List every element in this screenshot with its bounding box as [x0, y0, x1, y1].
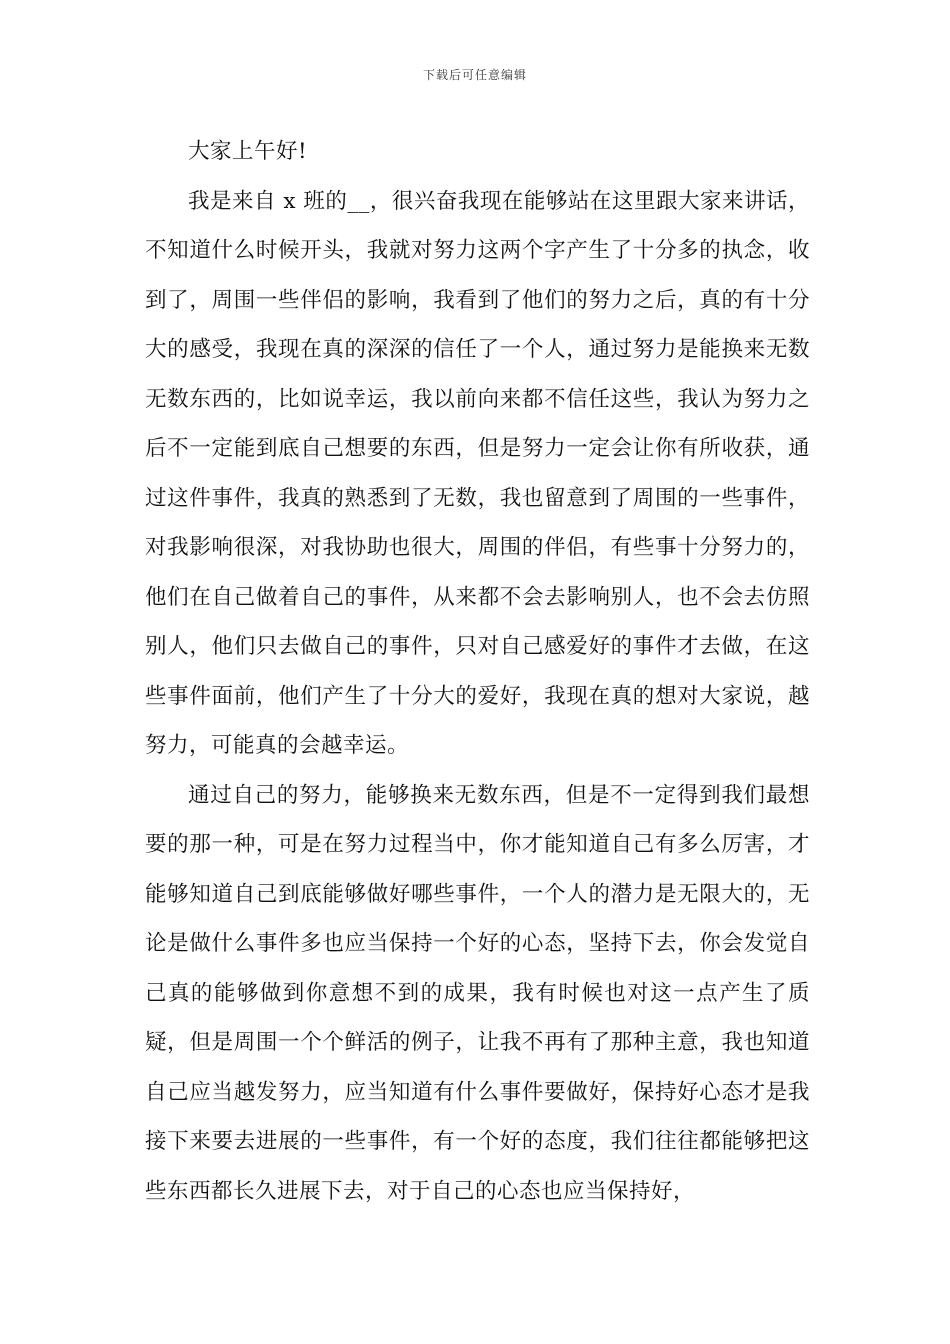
paragraph-1: 我是来自 x 班的__，很兴奋我现在能够站在这里跟大家来讲话，不知道什么时候开头，我就对努力这两个字产生了十分多的执念，收到了，周围一些伴侣的影响，我看到了他们的努力之后，真的有十分大的感受，我现在真的深深的信任了一个人，通过努力是能换来无数无数东西的，比如说幸运，我以前向来都不信任这些，我认为努力之后不一定能到底自己想要的东西，但是努力一定会让你有所收获，通过这件事件，我真的熟悉到了无数，我也留意到了周围的一些事件，对我影响很深，对我协助也很大，周围的伴侣，有些事十分努力的，他们在自己做着自己的事件，从来都不会去影响别人，也不会去仿照别人，他们只去做自己的事件，只对自己感爱好的事件才去做，在这些事件面前，他们产生了十分大的爱好，我现在真的想对大家说，越努力，可能真的会越幸运。: [145, 188, 810, 758]
paragraph-2: 通过自己的努力，能够换来无数东西，但是不一定得到我们最想要的那一种，可是在努力过程当中，你才能知道自己有多么厉害，才能够知道自己到底能够做好哪些事件，一个人的潜力是无限大的，无论是做什么事件多也应当保持一个好的心态，坚持下去，你会发觉自己真的能够做到你意想不到的成果，我有时候也对这一点产生了质疑，但是周围一个个鲜活的例子，让我不再有了那种主意，我也知道自己应当越发努力，应当知道有什么事件要做好，保持好心态才是我接下来要去进展的一些事件，有一个好的态度，我们往往都能够把这些东西都长久进展下去，对于自己的心态也应当保持好，: [145, 782, 810, 1204]
page-header-note: 下载后可任意编辑: [422, 68, 527, 82]
paragraph-greeting: 大家上午好!: [188, 139, 308, 164]
document-body: [145, 127, 810, 1216]
